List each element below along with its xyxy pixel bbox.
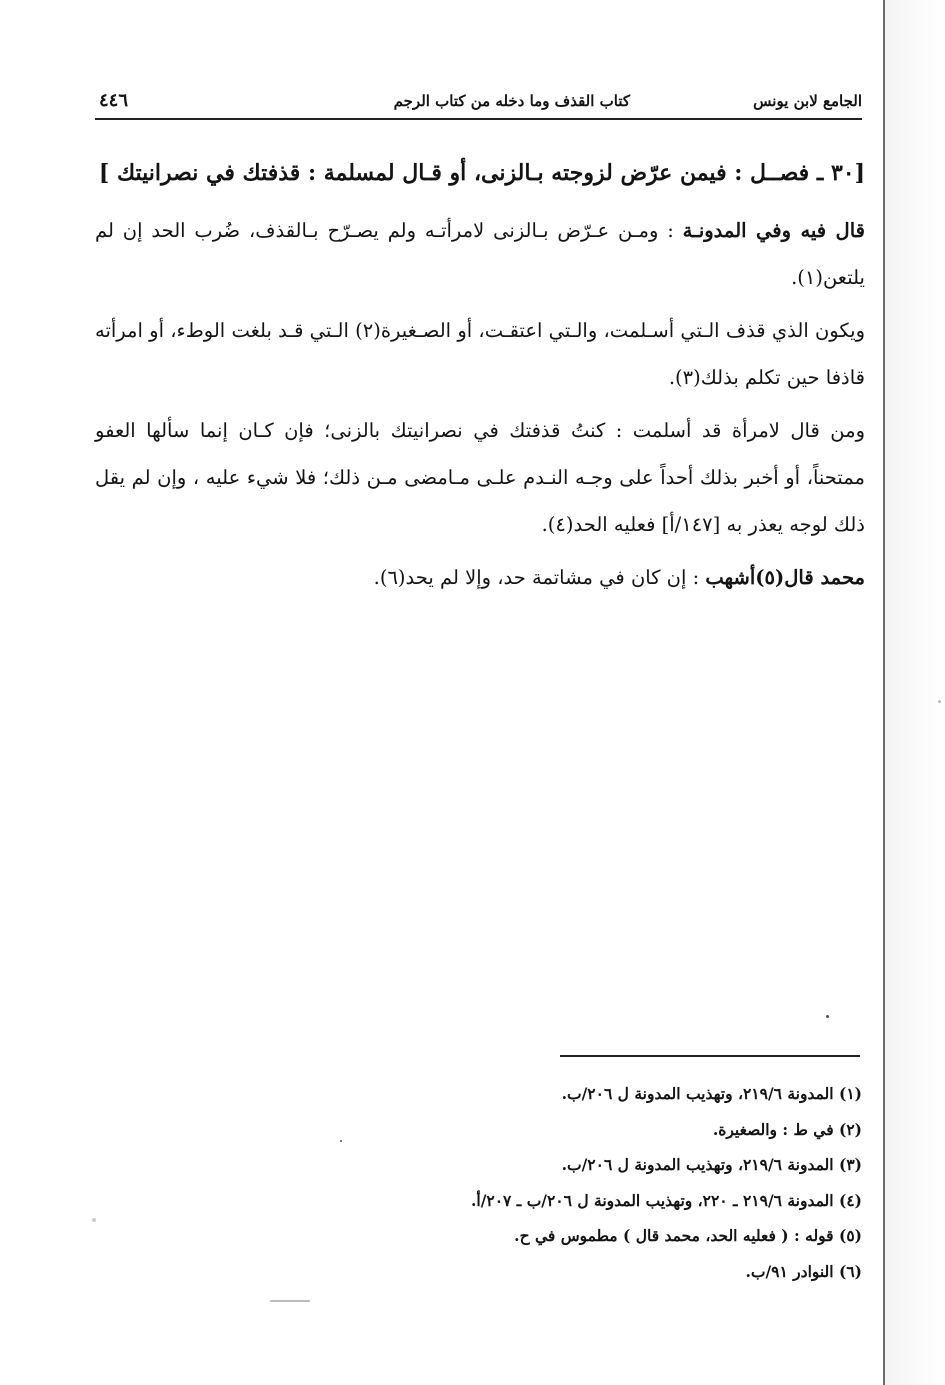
paragraph-text: ويكون الذي قذف الـتي أسـلمت، والـتي اعتقـت، أو الصـغيرة(٢) الـتي قـد بلغت الوطء، أو امرأته قاذفا حين تكلم بذلك(٣). [95,319,865,389]
footnote-5: (٥) قوله : ( فعليه الحد، محمد قال ) مطموس في ح. [514,1226,862,1245]
footnote-3: (٣) المدونة ٢١٩/٦، وتهذيب المدونة ل ٢٠٦/ب. [561,1155,862,1174]
paragraph-2 [95,307,865,401]
running-header [95,90,862,120]
paragraph-3 [95,407,865,548]
footnote-separator [560,1055,860,1057]
scan-speck [938,700,941,703]
page-edge-shadow [885,0,945,1385]
footnote-4: (٤) المدونة ٢١٩/٦ ـ ٢٢٠، وتهذيب المدونة ل ٢٠٦/ب ـ ٢٠٧/أ. [471,1190,862,1210]
scan-speck [340,1140,342,1142]
scan-speck [270,1300,310,1302]
chapter-title: كتاب القذف وما دخله من كتاب الرجم [393,92,630,110]
paragraph-text: : ومـن عـرّض بـالزنى لامرأتـه ولم يصـرّح بـالقذف، ضُرب الحد إن لم يلتعن(١). [95,219,865,289]
footnote-2: (٢) في ط : والصغيرة. [712,1119,862,1139]
footnote-6: (٦) النوادر ٩١/ب. [745,1261,862,1281]
paragraph-1 [95,207,865,301]
paragraph-lead: قال فيه وفي المدونـة [682,219,865,242]
paragraph-4 [95,554,865,601]
scan-speck [826,1015,829,1018]
scan-speck [92,1218,96,1222]
section-heading: [٣٠ ـ فصــل : فيمن عرّض لزوجته بـالزنى، أو قـال لمسلمة : قذفتك في نصرانيتك ] [98,160,865,186]
footnote-1: (١) المدونة ٢١٩/٦، وتهذيب المدونة ل ٢٠٦/ب. [561,1084,862,1103]
paragraph-text: ومن قال لامرأة قد أسلمت : كنتُ قذفتك في نصرانيتك بالزنى؛ فإن كـان إنما سألها العفو ممتحناً، أو أخبر بذلك أحداً على وجـه النـدم علـى مـامضى مـن ذلك؛ فلا شيء عليه ، وإن لم يقل ذلك لوجه يعذر به [١٤٧/أ] فعليه الحد(٤). [95,419,865,536]
paragraph-lead: محمد قال(٥)أشهب [705,566,865,589]
paragraph-text: : إن كان في مشاتمة حد، وإلا لم يحد(٦). [373,566,706,589]
page-number: ٤٤٦ [99,90,129,111]
book-title: الجامع لابن يونس [753,92,862,110]
main-text [95,150,865,607]
footnotes [300,1076,862,1289]
